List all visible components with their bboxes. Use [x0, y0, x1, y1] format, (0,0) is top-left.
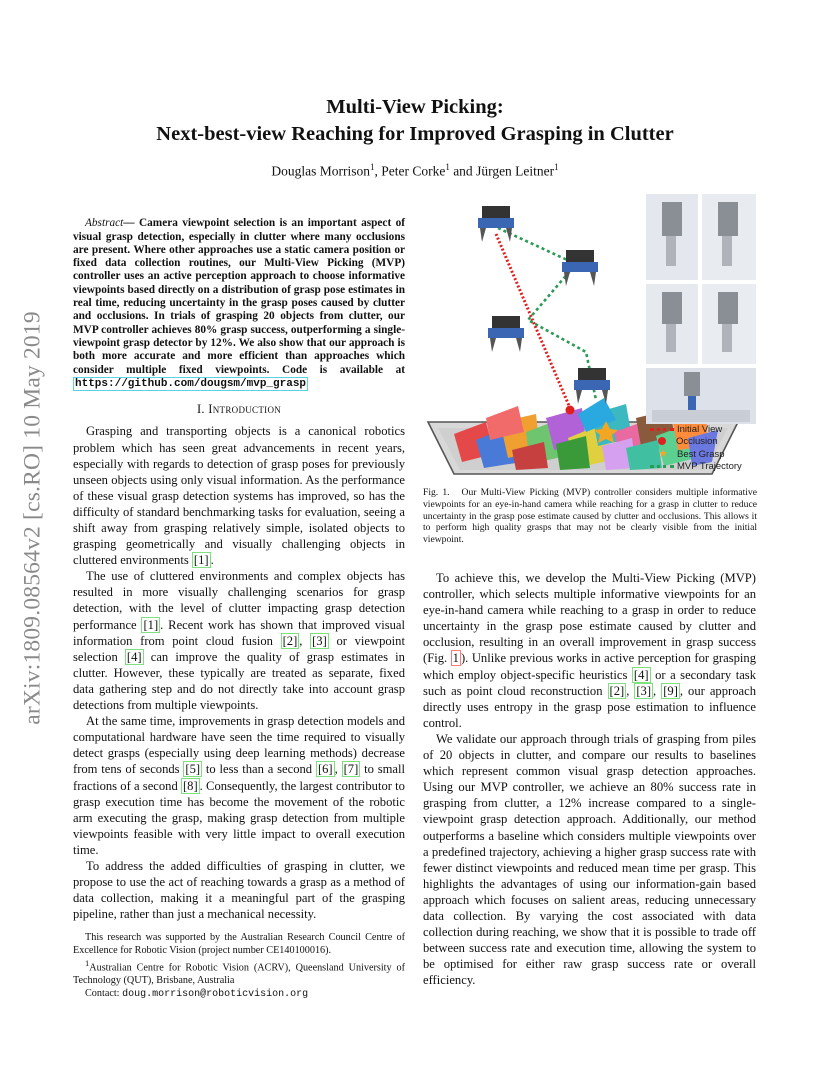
paragraph-text: The use of cluttered environments and complex objects has resulted in more visually challenging scenarios for grasp detection, with the level of clutter impacting grasp detection performance	[73, 569, 405, 632]
section-heading-introduction	[73, 402, 405, 417]
paragraph-text: At the same time, improvements in grasp detection models and computational hardware have seen the time required to visually detect grasps (especially using deep learning methods) decrease from tens of seconds	[73, 714, 405, 777]
paragraph-text: to less than a second	[202, 762, 316, 777]
dotted-line-icon	[650, 465, 674, 468]
code-url-link[interactable]: https://github.com/dougsm/mvp_grasp	[75, 377, 307, 390]
contact-footnote	[73, 988, 405, 1002]
funding-footnote: This research was supported by the Australian Research Council Centre of Excellence for Robotic Vision (project number CE140100016).	[73, 932, 405, 956]
legend-label: Initial View	[677, 424, 723, 435]
body-paragraph: We validate our approach through trials of grasping from piles of 20 objects in clutter, and compare our results to baselines which represent common visual grasp detection approaches. Using our MVP controller, we achieve an 80% success rate in grasping from clutter, a 12% increase compared to a single-viewpoint grasp detection approach. Additionally, our method outperforms a baseline which considers multiple viewpoints over a predefined trajectory, achieving a higher grasp success rate with fewer distinct viewpoints and reduced mean time per grasp. This highlights the advantages of using our information-gain based approach which focuses on salient areas, reducing unnecessary data collection. By varying the cost associated with data collection during reaching, we show that it is possible to trade off between success rate and execution time, allowing the system to be optimised for either raw grasp success rate or overall efficiency.	[423, 731, 756, 988]
citation-link[interactable]: [5]	[185, 762, 201, 777]
body-paragraph: To address the added difficulties of grasping in clutter, we propose to use the act of reaching towards a grasp as a method of data collection, making it a meaningful part of the grasping pipeline, rather than just a mechanical necessity.	[73, 858, 405, 922]
section-number: I.	[196, 402, 209, 417]
citation-link[interactable]: [4]	[126, 649, 142, 664]
legend-item-occlusion	[650, 436, 758, 448]
citation-link[interactable]: [3]	[312, 633, 327, 648]
citation-link[interactable]: [3]	[636, 683, 652, 698]
figure-legend	[650, 424, 758, 473]
contact-email[interactable]: doug.morrison@roboticvision.org	[122, 988, 309, 1000]
paragraph-text: To achieve this, we develop the Multi-View Picking (MVP) controller, which selects multiple informative viewpoints for an eye-in-hand camera while reaching to a grasp in order to reduce uncertainty in the grasp pose estimate caused by clutter and occlusion, resulting in an overall improvement in grasp success (Fig.	[423, 571, 756, 666]
legend-item-best-grasp	[650, 448, 758, 461]
figure-label: Fig. 1.	[423, 487, 450, 498]
paragraph-text: or viewpoint selection	[73, 633, 405, 664]
author-name: Peter Corke	[381, 163, 446, 179]
dotted-line-icon	[650, 428, 674, 431]
legend-label: MVP Trajectory	[677, 461, 742, 472]
author-name: Douglas Morrison	[271, 163, 370, 179]
author-affiliation-mark: 1	[554, 162, 559, 172]
star-icon: ★	[658, 448, 668, 460]
title-line-2: Next-best-view Reaching for Improved Grasping in Clutter	[156, 123, 674, 145]
gripper-view-4	[574, 368, 610, 404]
legend-label: Best Grasp	[677, 449, 725, 460]
paragraph-text: . Recent work has shown that improved visual information from point cloud fusion	[73, 617, 405, 648]
author-name: Jürgen Leitner	[476, 163, 555, 179]
author-list	[70, 162, 760, 180]
abstract-lead: Abstract	[85, 217, 124, 230]
arxiv-identifier: arXiv:1809.08564v2 [cs.RO] 10 May 2019	[19, 311, 46, 725]
abstract-text: Camera viewpoint selection is an important aspect of visual grasp detection, especially in clutter where many occlusions are present. Where other approaches use a static camera position or fixed data collection routines, our Multi-View Picking (MVP) controller uses an active perception approach to choose informative viewpoints based directly on a distribution of grasp pose estimates in real time, reducing uncertainty in the grasp poses caused by clutter and occlusions. In trials of grasping 20 objects from clutter, our MVP controller achieves 80% grasp success, outperforming a single-viewpoint grasp detector by 12%. We also show that our approach is both more accurate and more efficient than approaches which consider multiple fixed viewpoints. Code is available at	[73, 217, 405, 376]
gripper-view-2	[562, 250, 598, 286]
body-paragraph	[73, 568, 405, 713]
figure-1	[426, 192, 758, 477]
left-column	[73, 206, 405, 922]
citation-link[interactable]: [4]	[633, 667, 649, 682]
citation-link[interactable]: [2]	[282, 633, 298, 648]
paragraph-text: , our approach directly uses entropy in the grasp pose estimation to influence control.	[423, 683, 756, 730]
gripper-view-1	[478, 206, 514, 242]
gripper-view-3	[488, 316, 524, 352]
paragraph-text: or a secondary task such as point cloud reconstruction	[423, 667, 756, 698]
legend-label: Occlusion	[676, 436, 718, 447]
robot-photo-grid	[646, 194, 756, 424]
paragraph-text: ,	[626, 683, 635, 698]
paragraph-text: ,	[299, 633, 311, 648]
paragraph-text: ,	[653, 683, 662, 698]
body-paragraph	[73, 713, 405, 858]
citation-link[interactable]: [2]	[609, 683, 625, 698]
caption-text: Our Multi-View Picking (MVP) controller considers multiple informative viewpoints for an eye-in-hand camera while reaching for a grasp in clutter to reduce uncertainty in the grasp pose estimate caused by clutter and occlusions. This allows it to perform high quality grasps that may not be clearly visible from the initial viewpoint.	[423, 487, 757, 546]
dot-icon	[658, 437, 666, 445]
arxiv-sidebar	[18, 278, 48, 758]
author-affiliation-mark: 1	[445, 162, 450, 172]
legend-item-mvp-trajectory	[650, 461, 758, 473]
abstract-dash: —	[123, 217, 139, 230]
citation-link[interactable]: [9]	[663, 683, 678, 698]
author-separator: and	[449, 163, 477, 179]
occlusion-marker	[566, 406, 575, 415]
right-column	[423, 570, 756, 988]
citation-link[interactable]: [1]	[193, 553, 209, 568]
section-title: Introduction	[208, 402, 282, 417]
figure-reference-link[interactable]: 1	[452, 651, 459, 666]
figure-caption	[423, 487, 757, 546]
citation-link[interactable]: [1]	[143, 617, 159, 632]
paragraph-text: to small fractions of a second	[73, 762, 405, 793]
paragraph-text: can improve the quality of grasp estimates in clutter. However, these typically are treated as separate, fixed data gathering step and do not directly take into account grasp detections from multiple viewpoints.	[73, 649, 405, 713]
citation-link[interactable]: [7]	[343, 762, 359, 777]
paragraph-text: Grasping and transporting objects is a canonical robotics problem which has seen great advancements in recent years, especially with regards to detection of grasp poses for previously unseen objects using only visual information. As the performance of these visual grasp detection systems has improved, so has the difficulty of standard benchmarking tasks for evaluation, seeing a shift away from grasping relatively simple, isolated objects to grasping geometrically and visually challenging objects in cluttered environments	[73, 424, 405, 568]
legend-item-initial-view	[650, 424, 758, 436]
affiliation-footnote	[73, 957, 405, 988]
body-paragraph	[423, 570, 756, 731]
footnotes	[73, 932, 405, 1001]
paper-title	[70, 94, 760, 148]
affiliation-text: Australian Centre for Robotic Vision (ACRV), Queensland University of Technology (QUT), Brisbane, Australia	[73, 962, 405, 987]
author-separator: ,	[374, 163, 382, 179]
body-paragraph	[73, 423, 405, 568]
citation-link[interactable]: [8]	[182, 778, 198, 793]
title-line-1: Multi-View Picking:	[326, 96, 504, 118]
contact-label: Contact:	[85, 987, 123, 999]
paragraph-text: . Consequently, the largest contributor to grasp execution time has become the movement of the robotic arm executing the grasp, making grasp detection from multiple viewpoints feasible with very little impact to overall execution time.	[73, 778, 405, 857]
affiliation-mark: 1	[85, 958, 90, 969]
paragraph-text: ). Unlike previous works in active perception for grasping which employ object-specific heuristics	[423, 651, 756, 682]
paragraph-text: .	[210, 553, 214, 568]
abstract	[73, 217, 405, 391]
citation-link[interactable]: [6]	[317, 762, 333, 777]
paragraph-text: ,	[334, 762, 342, 777]
author-affiliation-mark: 1	[369, 162, 375, 172]
